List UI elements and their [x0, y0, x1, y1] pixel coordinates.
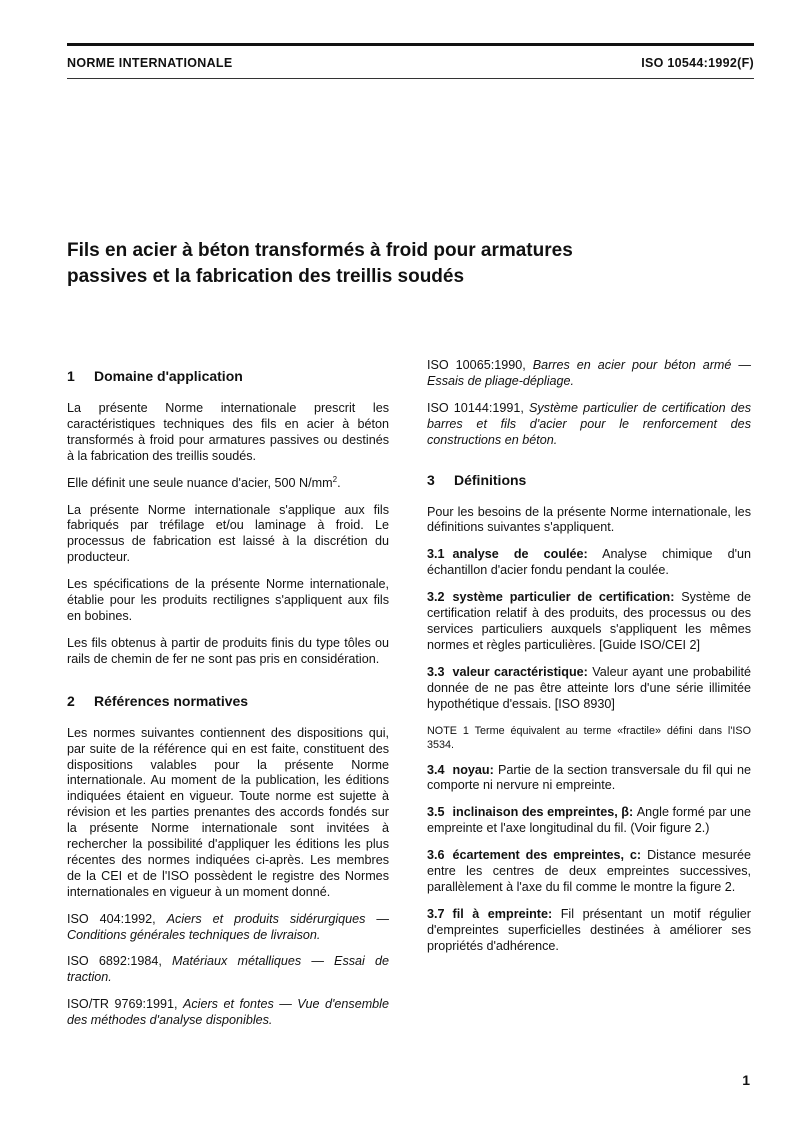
- definition-term: noyau:: [452, 762, 494, 777]
- document-title: [67, 238, 727, 290]
- top-rule: [67, 43, 754, 46]
- scope-p2-end: .: [337, 475, 341, 490]
- reference-code: ISO 404:1992,: [67, 911, 156, 926]
- section-1-number: 1: [67, 368, 75, 384]
- definition-number: 3.4: [427, 762, 445, 777]
- reference-item: [67, 954, 389, 986]
- definition-text: Valeur ayant une probabilité donnée de ne pas être atteinte lors d'une série illimitée hypothétique d'essais. [ISO 8930]: [427, 664, 751, 711]
- definition-item: [427, 907, 751, 955]
- section-2-title: Références normatives: [94, 692, 249, 709]
- header-standard-type: NORME INTERNATIONALE: [67, 56, 233, 70]
- title-line-2: passives et la fabrication des treillis soudés: [67, 266, 465, 287]
- definition-term: analyse de coulée:: [452, 547, 588, 562]
- definition-text: Distance mesurée entre les centres de deux empreintes successives, parallèlement à l'axe du fil comme le montre la figure 2.: [427, 848, 751, 894]
- title-line-1: Fils en acier à béton transformés à froid pour armatures: [67, 240, 573, 261]
- reference-title: Aciers et fontes — Vue d'ensemble des méthodes d'analyse disponibles.: [67, 997, 389, 1028]
- reference-title: Aciers et produits sidérurgiques — Conditions générales techniques de livraison.: [67, 911, 389, 942]
- definition-text: Analyse chimique d'un échantillon d'acier fondu pendant la coulée.: [427, 547, 751, 578]
- definition-item: [427, 848, 751, 896]
- page-number: 1: [742, 1072, 750, 1088]
- scope-paragraph-4: Les spécifications de la présente Norme internationale, établie pour les produits rectilignes s'appliquent aux fils en bobines.: [67, 577, 389, 623]
- reference-title: Matériaux métalliques — Essai de traction.: [67, 954, 390, 985]
- reference-item: [427, 401, 751, 449]
- definition-term: valeur caractéristique:: [452, 664, 588, 679]
- scope-paragraph-2: [67, 476, 389, 492]
- reference-code: ISO 10065:1990,: [427, 358, 526, 372]
- reference-code: ISO/TR 9769:1991,: [67, 997, 178, 1012]
- definition-text: Partie de la section transversale du fil qui ne comporte ni nervure ni empreinte.: [427, 762, 751, 793]
- header-standard-number: ISO 10544:1992(F): [641, 56, 754, 70]
- reference-title: Système particulier de certification des barres et fils d'acier pour le renforcement des constructions en béton.: [427, 400, 752, 447]
- left-column: [67, 358, 389, 1040]
- definitions-intro: Pour les besoins de la présente Norme internationale, les définitions suivantes s'appliquent.: [427, 504, 751, 535]
- reference-code: ISO 6892:1984,: [67, 954, 162, 969]
- note-1: NOTE 1 Terme équivalent au terme «fractile» défini dans l'ISO 3534.: [427, 724, 751, 751]
- definition-number: 3.7: [427, 906, 445, 921]
- reference-title: Barres en acier pour béton armé — Essais de pliage-dépliage.: [427, 358, 751, 388]
- definition-text: Angle formé par une empreinte et l'axe longitudinal du fil. (Voir figure 2.): [427, 805, 751, 836]
- reference-item: [427, 358, 751, 390]
- reference-item: [67, 912, 389, 944]
- definition-item: [427, 590, 751, 654]
- section-1-title: Domaine d'application: [94, 368, 243, 384]
- scope-p2-superscript: 2: [332, 474, 338, 484]
- definition-term: fil à empreinte:: [452, 906, 553, 921]
- section-3-number: 3: [427, 471, 435, 488]
- reference-code: ISO 10144:1991,: [427, 400, 524, 415]
- definition-term: écartement des empreintes, c:: [452, 848, 642, 863]
- right-column: [427, 358, 751, 966]
- section-1-heading: [67, 367, 389, 385]
- scope-paragraph-1: La présente Norme internationale prescrit les caractéristiques techniques des fils en acier à béton transformés à froid pour armatures passives ou destinés à la fabrication des treillis soudés.: [67, 401, 389, 463]
- definition-number: 3.6: [427, 848, 445, 863]
- definition-number: 3.2: [427, 590, 445, 605]
- references-intro: Les normes suivantes contiennent des dispositions qui, par suite de la référence qui en est faite, constituent des dispositions valables pour la présente Norme internationale. Au moment de la publication, les éditions indiquées étaient en vigueur. Toute norme est sujette à révision et les parties prenantes des accords fondés sur la présente Norme internationale sont invitées à rechercher la possibilité d'appliquer les éditions les plus récentes des normes indiquées ci-après. Les membres de la CEI et de l'ISO possèdent le registre des Normes internationales en vigueur à un moment donné.: [67, 725, 389, 899]
- section-3-title: Définitions: [454, 471, 527, 488]
- definition-term: système particulier de certification:: [452, 590, 675, 605]
- definition-term: inclinaison des empreintes, β:: [452, 805, 634, 820]
- definition-number: 3.3: [427, 664, 445, 679]
- scope-paragraph-3: La présente Norme internationale s'applique aux fils fabriqués par tréfilage et/ou laminage à froid. Le processus de fabrication est laissé à la discrétion du producteur.: [67, 502, 389, 565]
- header-rule: [67, 78, 754, 79]
- scope-paragraph-5: Les fils obtenus à partir de produits finis du type tôles ou rails de chemin de fer ne sont pas pris en considération.: [67, 635, 389, 666]
- section-2-number: 2: [67, 692, 75, 709]
- definition-number: 3.5: [427, 805, 445, 820]
- definition-text: Système de certification relatif à des produits, des processus ou des services particuliers auxquels s'appliquent les mêmes normes et règles particulières. [Guide ISO/CEI 2]: [427, 590, 751, 652]
- definition-number: 3.1: [427, 547, 445, 562]
- definition-item: [427, 665, 751, 713]
- section-2-heading: [67, 692, 389, 710]
- definition-item: [427, 805, 751, 837]
- definition-item: [427, 547, 751, 579]
- definition-text: Fil présentant un motif régulier d'empreintes superficielles destinées à améliorer ses propriétés d'adhérence.: [427, 906, 751, 953]
- scope-p2-text: Elle définit une seule nuance d'acier, 500 N/mm: [67, 475, 333, 490]
- reference-item: [67, 997, 389, 1029]
- definition-item: [427, 763, 751, 795]
- section-3-heading: [427, 471, 751, 489]
